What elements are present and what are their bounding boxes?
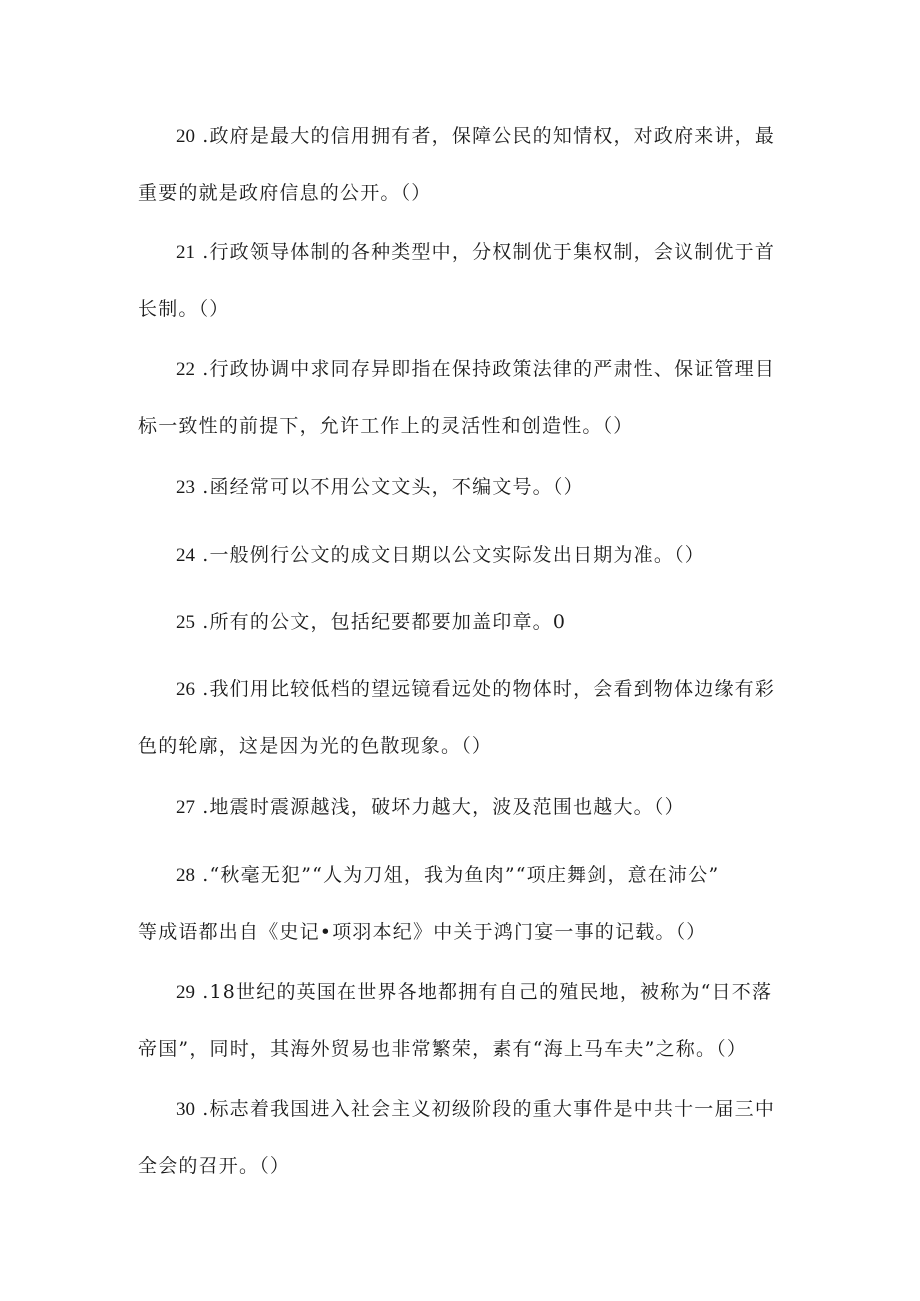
question-23 [138, 459, 798, 516]
question-text: .政府是最大的信用拥有者，保障公民的知情权，对政府来讲，最 [195, 125, 776, 147]
question-text: .地震时震源越浅，破坏力越大，波及范围也越大。（） [195, 796, 685, 818]
question-continuation: 色的轮廓，这是因为光的色散现象。（） [138, 735, 493, 757]
question-continuation: 等成语都出自《史记•项羽本纪》中关于鸿门宴一事的记载。（） [138, 921, 707, 943]
question-continuation: 帝国”，同时，其海外贸易也非常繁荣，素有“海上马车夫”之称。（） [138, 1038, 748, 1060]
question-first-line [138, 779, 798, 836]
question-number: 21 [176, 242, 195, 263]
question-20 [138, 108, 798, 221]
question-number: 20 [176, 126, 195, 147]
question-continuation: 全会的召开。（） [138, 1155, 291, 1177]
question-26 [138, 661, 798, 774]
question-number: 26 [176, 679, 195, 700]
question-text: .一般例行公文的成文日期以公文实际发出日期为准。（） [195, 544, 705, 566]
question-first-line [138, 1081, 798, 1138]
question-number: 27 [176, 797, 195, 818]
question-text: .我们用比较低档的望远镜看远处的物体时，会看到物体边缘有彩 [195, 678, 776, 700]
question-number: 24 [176, 545, 195, 566]
question-text: .18世纪的英国在世界各地都拥有自己的殖民地，被称为“日不落 [195, 981, 773, 1003]
question-continuation: 重要的就是政府信息的公开。（） [138, 182, 432, 204]
question-continuation: 长制。（） [138, 298, 230, 320]
question-first-line [138, 661, 798, 718]
question-first-line [138, 108, 798, 165]
question-number: 30 [176, 1099, 195, 1120]
question-text: .所有的公文，包括纪要都要加盖印章。0 [195, 611, 567, 633]
question-28 [138, 847, 798, 960]
question-27 [138, 779, 798, 836]
question-text: .“秋毫无犯”“人为刀俎，我为鱼肉”“项庄舞剑，意在沛公” [195, 864, 720, 886]
question-number: 29 [176, 982, 195, 1003]
question-25 [138, 594, 798, 651]
question-number: 23 [176, 477, 195, 498]
question-number: 28 [176, 865, 195, 886]
question-continuation: 标一致性的前提下，允许工作上的灵活性和创造性。（） [138, 415, 634, 437]
question-text: .行政领导体制的各种类型中，分权制优于集权制，会议制优于首 [195, 241, 776, 263]
question-22 [138, 341, 798, 454]
question-30 [138, 1081, 798, 1194]
question-text: .行政协调中求同存异即指在保持政策法律的严肃性、保证管理目 [195, 358, 776, 380]
question-text: .标志着我国进入社会主义初级阶段的重大事件是中共十一届三中 [195, 1098, 776, 1120]
question-first-line [138, 459, 798, 516]
question-24 [138, 527, 798, 584]
question-text: .函经常可以不用公文文头，不编文号。（） [195, 476, 584, 498]
question-29 [138, 964, 798, 1077]
question-number: 22 [176, 359, 195, 380]
question-first-line [138, 594, 798, 651]
question-first-line [138, 964, 798, 1021]
question-first-line [138, 527, 798, 584]
question-first-line [138, 847, 798, 904]
question-first-line [138, 341, 798, 398]
question-21 [138, 224, 798, 337]
question-number: 25 [176, 612, 195, 633]
question-first-line [138, 224, 798, 281]
